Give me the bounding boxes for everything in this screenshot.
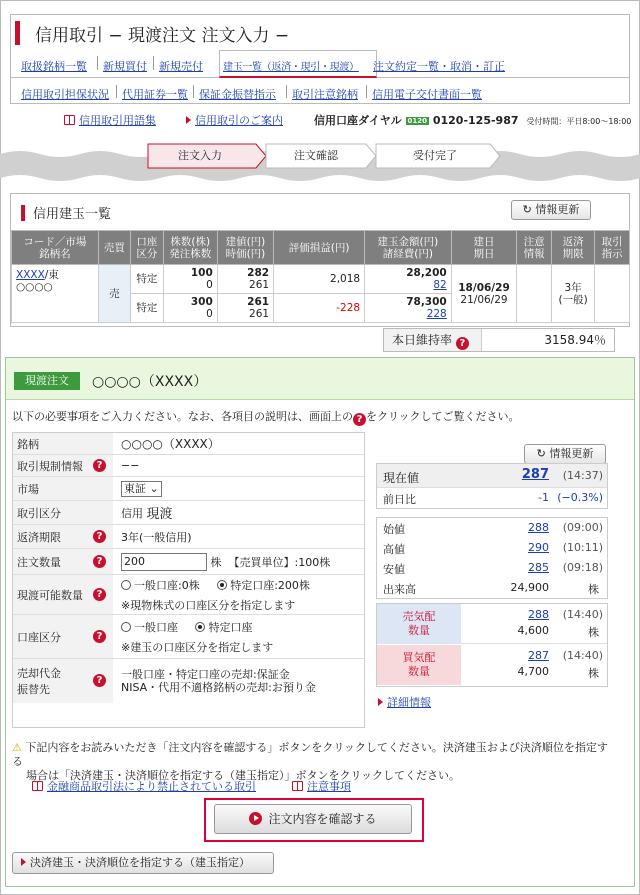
row-stock: 銘柄 ○○○○（XXXX） — [13, 433, 364, 455]
warning-icon: ⚠ — [12, 741, 22, 754]
col-side: 売買 — [98, 231, 130, 265]
nav-new-sell[interactable]: 新規売付 — [159, 60, 203, 73]
stock-code-link[interactable]: XXXX — [16, 269, 45, 281]
help-icon[interactable]: ? — [93, 674, 106, 687]
quote-high: 高値 290 (10:11) — [383, 541, 603, 556]
chevron-down-icon: ⌄ — [149, 481, 159, 495]
col-price: 建値(円) 時価(円) — [217, 231, 273, 265]
col-shares: 株数(株) 発注株数 — [163, 231, 217, 265]
help-icon[interactable]: ? — [93, 555, 106, 568]
positions-panel — [10, 193, 630, 327]
nav-substitute[interactable]: 代用証券一覧 — [122, 88, 188, 101]
table-row: XXXX/東 ○○○○ 売 特定 100 0 282 261 2,018 28,200 82 18/06/29 21/06/29 3年 (一般) — [12, 265, 630, 294]
arrow-icon — [186, 116, 191, 124]
nav-caution-stocks[interactable]: 取引注意銘柄 — [292, 88, 358, 101]
row-quantity: 注文数量 ? 200 株 【売買単位】:100株 — [13, 549, 364, 575]
step-complete: 受付完了 — [413, 149, 457, 162]
order-type-badge: 現渡注文 — [14, 372, 80, 390]
positions-title: 信用建玉一覧 — [21, 203, 111, 222]
radio-general[interactable] — [121, 580, 131, 590]
row-term: 返済期限 ? 3年(一般信用) — [13, 525, 364, 549]
maintenance-ratio: 本日維持率 ? 3158.94％ — [383, 328, 615, 352]
refresh-icon: ↻ — [536, 447, 546, 460]
quote-refresh-button[interactable]: ↻ 情報更新 — [524, 444, 606, 464]
nav-positions[interactable]: 建玉一覧（返済・現引・現渡） — [223, 62, 359, 73]
quote-low: 安値 285 (09:18) — [383, 561, 603, 576]
nav-margin-transfer[interactable]: 保証金振替指示 — [199, 88, 276, 101]
stock-name: ○○○○ — [16, 281, 53, 293]
book-icon — [64, 115, 75, 125]
dial-info: 信用口座ダイヤル 0120 0120-125-987 受付時間：平日8:00〜18:00 — [314, 114, 632, 127]
glossary-link[interactable]: 信用取引用語集 — [64, 112, 156, 128]
quote-volume: 出来高 24,900 株 — [383, 581, 599, 596]
book-icon — [32, 781, 43, 791]
nav-stock-list[interactable]: 取扱銘柄一覧 — [21, 60, 87, 73]
instruction-cell — [595, 265, 630, 323]
nav-secondary — [10, 78, 630, 104]
row-market: 市場 東証 ⌄ — [13, 477, 364, 501]
help-icon[interactable]: ? — [93, 630, 106, 643]
term-cell: 3年 (一般) — [551, 265, 594, 323]
col-pl: 評価損益(円) — [274, 231, 365, 265]
radio-acct-specific[interactable] — [195, 622, 205, 632]
title-accent — [15, 21, 20, 45]
help-icon[interactable]: ? — [93, 459, 106, 472]
dates-cell: 18/06/29 21/06/29 — [451, 265, 517, 323]
shares-cell: 100 0 — [163, 265, 217, 294]
row-destination: 売却代金 振替先 ? 一般口座・特定口座の売却:保証金 NISA・代用不適格銘柄の売却:お預り金 — [13, 659, 364, 703]
step-input: 注文入力 — [178, 149, 222, 162]
pl-cell: 2,018 — [274, 265, 365, 294]
prohibited-link[interactable]: 金融商品取引法により禁止されている取引 — [32, 778, 256, 794]
nav-primary — [10, 50, 630, 78]
help-icon[interactable]: ? — [456, 337, 469, 350]
col-dates: 建日 期日 — [451, 231, 517, 265]
row-available: 現渡可能数量 ? 一般口座:0株 特定口座:200株 ※現物株式の口座区分を指定します — [13, 575, 364, 615]
specify-positions-button[interactable]: 決済建玉・決済順位を指定する（建玉指定） — [12, 852, 274, 874]
market-select[interactable]: 東証 ⌄ — [121, 481, 162, 497]
page-title: 信用取引 − 現渡注文 注文入力 − — [35, 26, 290, 46]
book-icon — [292, 781, 303, 791]
nav-e-delivery[interactable]: 信用電子交付書面一覧 — [372, 88, 482, 101]
refresh-icon: ↻ — [522, 203, 532, 216]
price-cell: 261 261 — [217, 294, 273, 323]
row-type: 取引区分 信用 現渡 — [13, 501, 364, 525]
detail-link[interactable]: 詳細情報 — [378, 694, 431, 710]
col-account: 口座 区分 — [131, 231, 163, 265]
col-caution: 注意 情報 — [517, 231, 552, 265]
quote-price: 現在値 287 (14:37) — [377, 464, 607, 488]
help-icon: ? — [353, 413, 366, 426]
order-stock-name: ○○○○（XXXX） — [92, 374, 208, 390]
positions-table — [11, 230, 630, 323]
nav-collateral[interactable]: 信用取引担保状況 — [21, 88, 109, 101]
confirm-order-button[interactable]: 注文内容を確認する — [214, 804, 412, 834]
page-header — [10, 14, 630, 50]
side-cell: 売 — [98, 265, 130, 323]
help-icon[interactable]: ? — [93, 530, 106, 543]
nav-orders[interactable]: 注文約定一覧・取消・訂正 — [373, 60, 505, 73]
col-instruction: 取引 指示 — [595, 231, 630, 265]
radio-specific[interactable] — [217, 580, 227, 590]
arrow-icon — [378, 698, 383, 706]
guide-link[interactable]: 信用取引のご案内 — [186, 112, 283, 128]
maintenance-value: 3158.94％ — [544, 333, 606, 347]
col-amount: 建玉金額(円) 諸経費(円) — [365, 231, 452, 265]
radio-acct-general[interactable] — [121, 622, 131, 632]
order-header — [6, 358, 634, 400]
caution-cell — [517, 265, 552, 323]
shares-cell: 300 0 — [163, 294, 217, 323]
order-section — [5, 357, 635, 887]
quote-open: 始値 288 (09:00) — [383, 521, 603, 536]
arrow-icon — [21, 858, 26, 866]
amount-cell: 78,300 228 — [365, 294, 452, 323]
help-icon[interactable]: ? — [93, 588, 106, 601]
freedial-icon: 0120 — [407, 117, 427, 125]
col-term: 返済 期限 — [551, 231, 594, 265]
quote-bid: 買気配 数量 287 (14:40) 4,700 株 — [377, 645, 607, 685]
row-account: 口座区分 ? 一般口座 特定口座 ※建玉の口座区分を指定します — [13, 615, 364, 659]
order-form — [12, 432, 365, 728]
step-confirm: 注文確認 — [294, 149, 338, 162]
quantity-input[interactable]: 200 — [121, 553, 207, 571]
notice-link[interactable]: 注意事項 — [292, 778, 351, 794]
quote-change: 前日比 -1 (−0.3%) — [383, 491, 603, 506]
pl-cell: -228 — [274, 294, 365, 323]
play-icon — [249, 812, 262, 825]
col-code: コード／市場 銘柄名 — [12, 231, 99, 265]
amount-cell: 28,200 82 — [365, 265, 452, 294]
row-restriction: 取引規制情報 ? −− — [13, 455, 364, 477]
positions-refresh-button[interactable]: ↻ 情報更新 — [511, 200, 591, 220]
nav-new-buy[interactable]: 新規買付 — [103, 60, 147, 73]
warning-text: ⚠ 下記内容をお読みいただき「注文内容を確認する」ボタンをクリックしてください。決済建玉および決済順位を指定する 場合は「決済建玉・決済順位を指定する（建玉指定）」ボタンをクリックしてください。 — [12, 741, 608, 782]
quote-ask: 売気配 数量 288 (14:40) 4,600 株 — [377, 604, 607, 644]
price-cell: 282 261 — [217, 265, 273, 294]
order-instruction: 以下の必要事項をご入力ください。なお、各項目の説明は、画面上の ? をクリックしてご覧ください。 — [12, 410, 520, 425]
table-row: 特定 300 0 261 261 -228 78,300 228 — [12, 294, 630, 323]
